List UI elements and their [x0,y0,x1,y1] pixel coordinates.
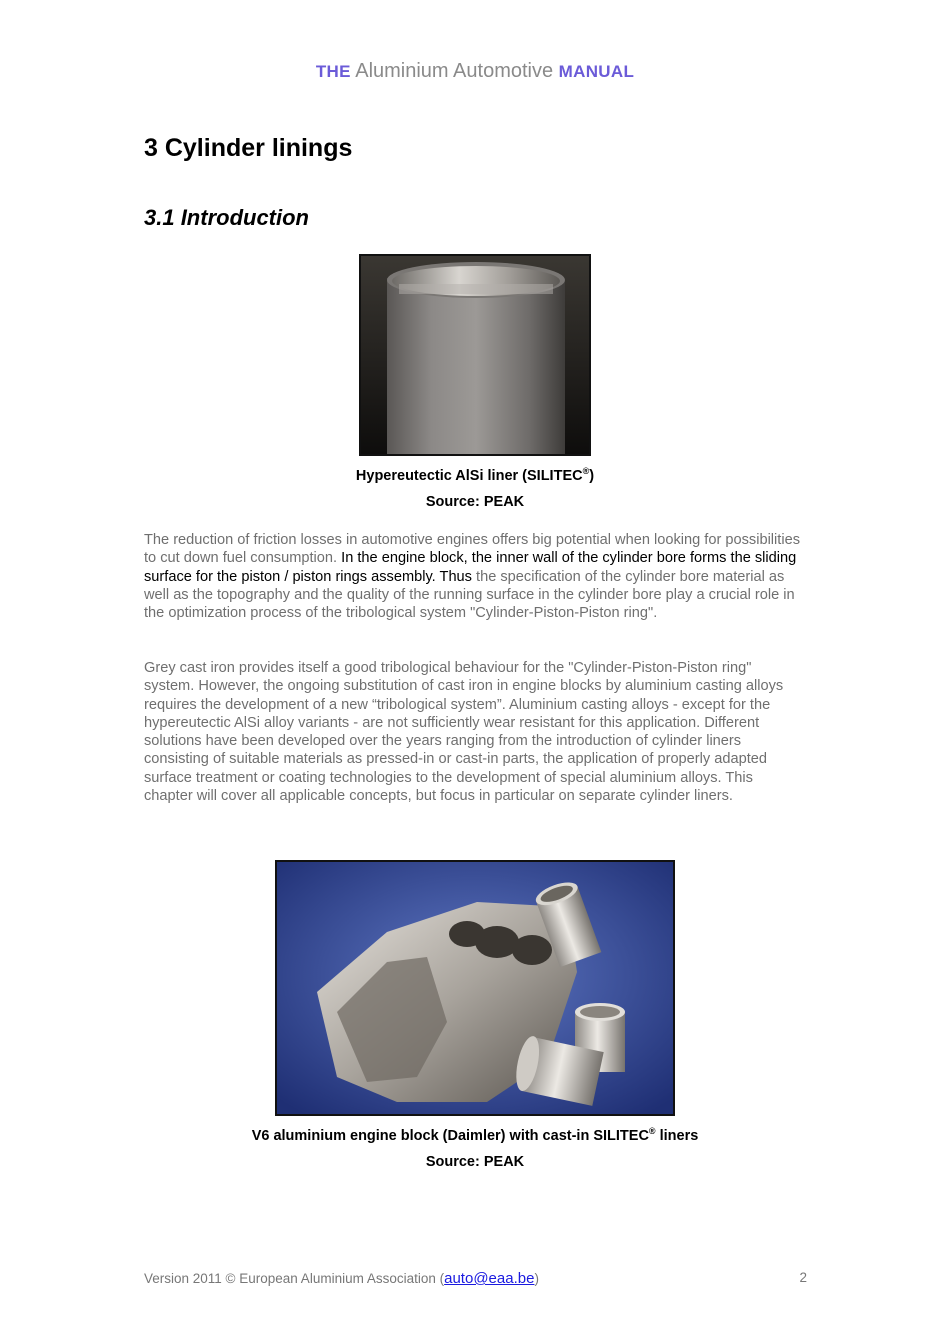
paragraph-2: Grey cast iron provides itself a good tribological behaviour for the "Cylinder-Piston-Piston ring" system. However, the ongoing substitution of cast iron in engine blocks by aluminium casting alloys requires the development of a new “tribological system”. Aluminium casting alloys - except for the hypereutectic AlSi alloy variants - are not sufficiently wear resistant for this application. Different solutions have been developed over the years ranging from the introduction of cylinder liners consisting of suitable materials as pressed-in or cast-in parts, the application of properly adapted surface treatment or coating technologies to the development of special aluminium alloys. This chapter will cover all applicable concepts, but focus in particular on separate cylinder liners. [144,660,784,805]
section-title: 3.1 Introduction [144,205,309,230]
footer-email-link[interactable]: auto@eaa.be [444,1270,535,1287]
page-number: 2 [799,1270,807,1285]
paragraph-1-part3: the specification of the cylinder bore material as well as the topography and the quality of the running surface in the cylinder bore play a crucial role in the optimization process of the tribological system "Cylinder-Piston-Piston ring". [144,568,795,622]
page-header [0,60,950,83]
figure1-caption [0,466,950,484]
figure1-caption-text: Hypereutectic AlSi liner (SILITEC [355,467,583,484]
liner-photo [359,254,591,456]
figure1-caption-end: ) [589,467,595,484]
engine-block-illustration [277,862,673,1114]
header-title: Aluminium Automotive [355,60,554,82]
paragraph-1-part2: In the engine block, the inner wall of the cylinder bore forms the sliding surface for the piston / piston rings assembly. Thus [144,550,797,585]
page-footer [144,1270,807,1287]
footer-text-end: ) [534,1271,539,1286]
header-suffix: MANUAL [558,62,635,81]
header-prefix: THE [315,62,351,81]
figure2-caption-text: V6 aluminium engine block (Daimler) with cast-in SILITEC [251,1127,649,1144]
figure1-source: Source: PEAK [425,494,525,510]
chapter-title: 3 Cylinder linings [144,134,353,162]
liner-illustration [361,256,589,454]
paragraph-1-part1: The reduction of friction losses in automotive engines offers big potential when looking for possibilities to cut down fuel consumption. [144,532,801,567]
figure1-caption-sup: ® [582,466,590,476]
figure2-source: Source: PEAK [425,1154,525,1170]
figure2-caption-sup: ® [648,1126,656,1136]
footer-text: Version 2011 © European Aluminium Association ( [144,1271,445,1286]
engine-block-photo [275,860,675,1116]
figure2-caption-end: liners [655,1127,699,1144]
figure2-caption [0,1126,950,1144]
paragraph-1 [144,531,804,622]
